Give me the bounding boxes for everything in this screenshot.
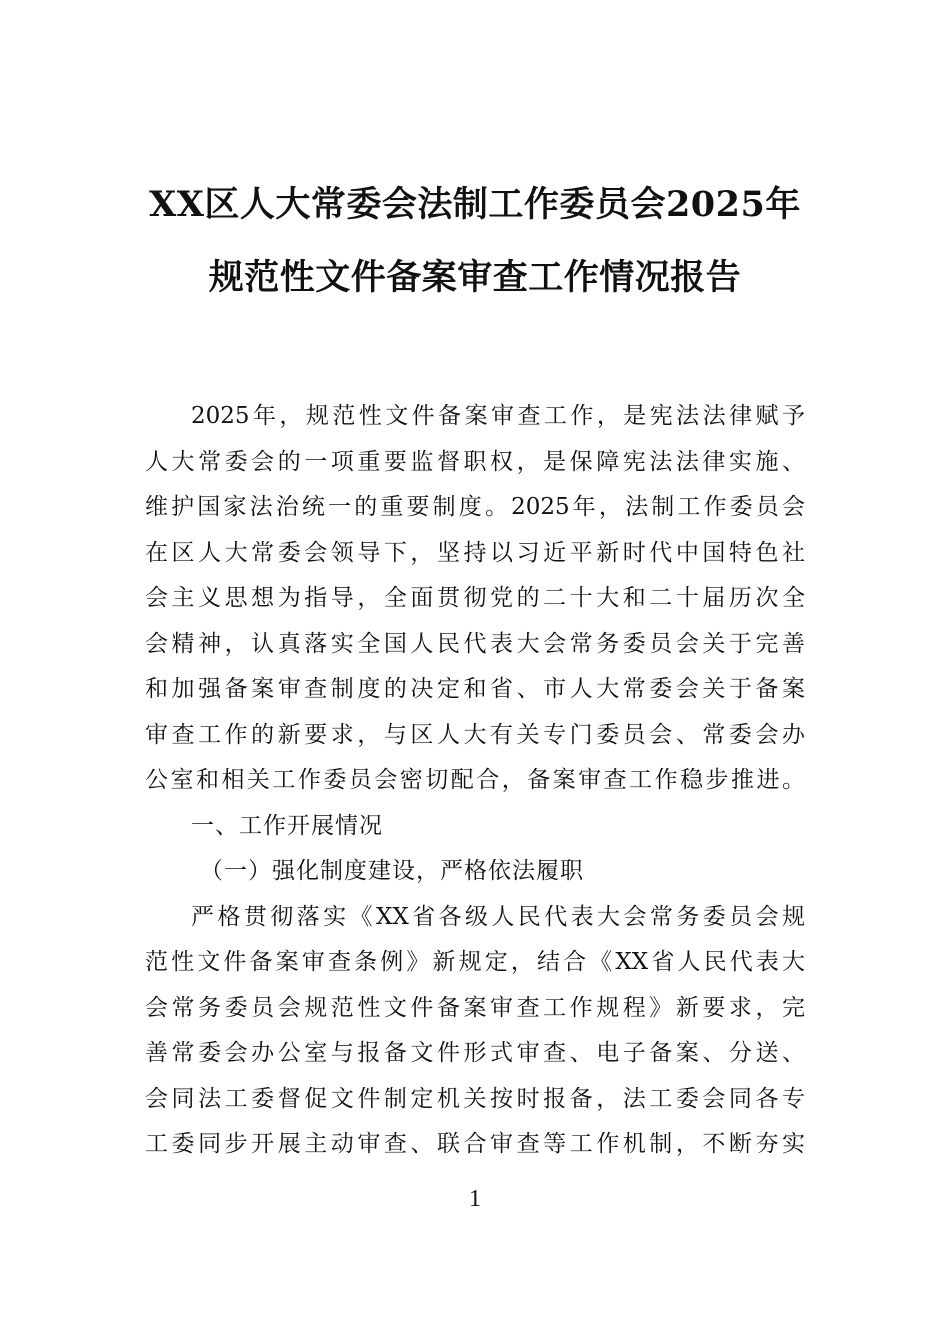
title-line-1: XX区人大常委会法制工作委员会2025年 xyxy=(149,184,801,225)
text-line: 人大常委会的一项重要监督职权，是保障宪法法律实施、 xyxy=(145,448,805,475)
section-heading-1-1: （一）强化制度建设，严格依法履职 xyxy=(200,858,584,884)
document-body xyxy=(145,394,805,1168)
intro-paragraph xyxy=(145,394,805,804)
section-heading-1: 一、工作开展情况 xyxy=(191,812,383,839)
text-line: 善常委会办公室与报备文件形式审查、电子备案、分送、 xyxy=(145,1040,805,1066)
page-number: 1 xyxy=(469,1186,481,1212)
text-line: 和加强备案审查制度的决定和省、市人大常委会关于备案 xyxy=(145,676,805,702)
text-line: 会同法工委督促文件制定机关按时报备，法工委会同各专 xyxy=(145,1085,805,1112)
text-line: 严格贯彻落实《XX省各级人民代表大会常务委员会规 xyxy=(191,903,805,930)
paragraph-2 xyxy=(145,895,805,1168)
text-line: 维护国家法治统一的重要制度。2025年，法制工作委员会 xyxy=(145,494,805,520)
text-line: 在区人大常委会领导下，坚持以习近平新时代中国特色社 xyxy=(145,539,805,566)
text-line: 公室和相关工作委员会密切配合，备案审查工作稳步推进。 xyxy=(145,767,805,793)
text-line: 范性文件备案审查条例》新规定，结合《XX省人民代表大 xyxy=(145,949,805,975)
text-line: 会主义思想为指导，全面贯彻党的二十大和二十届历次全 xyxy=(145,585,805,611)
text-line: 会精神，认真落实全国人民代表大会常务委员会关于完善 xyxy=(145,630,805,657)
text-line: 工委同步开展主动审查、联合审查等工作机制，不断夯实 xyxy=(145,1131,805,1157)
text-line: 2025年，规范性文件备案审查工作，是宪法法律赋予 xyxy=(191,403,805,429)
text-line: 会常务委员会规范性文件备案审查工作规程》新要求，完 xyxy=(145,994,805,1021)
title-line-2: 规范性文件备案审查工作情况报告 xyxy=(208,257,742,298)
text-line: 审查工作的新要求，与区人大有关专门委员会、常委会办 xyxy=(145,721,805,748)
document-title xyxy=(140,168,810,314)
